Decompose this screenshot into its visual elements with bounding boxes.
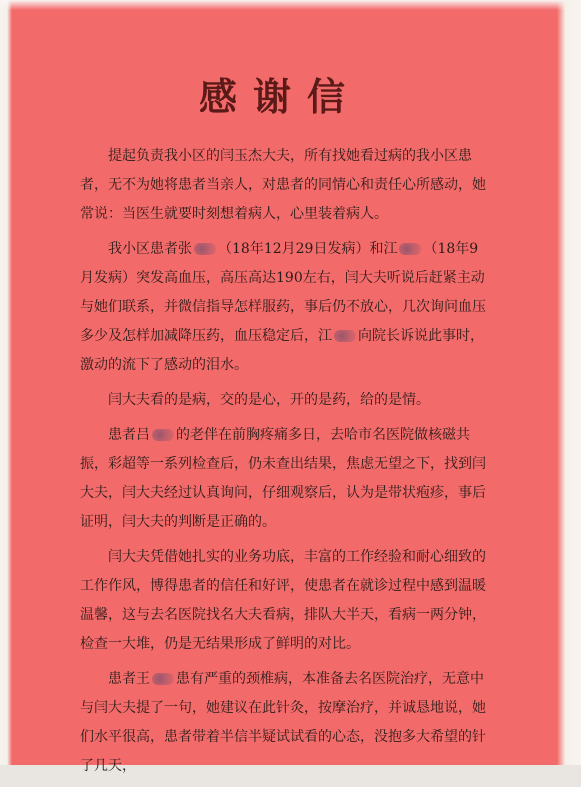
letter-paragraph-5: [80, 543, 490, 659]
letter-title: 感谢信: [198, 74, 361, 119]
letter-text: 患者吕: [108, 427, 150, 443]
letter-text: 我小区患者张: [108, 241, 192, 257]
letter-body: [80, 142, 490, 787]
paper-top-edge: [0, 0, 581, 10]
letter-text: 向院长诉说此事时，激动的流下了感动的泪水。: [80, 328, 484, 373]
redaction-mark: [334, 330, 356, 342]
letter-paragraph-6: [80, 665, 490, 781]
letter-text: 患有严重的颈椎病，本准备去名医院治疗，无意中与闫大夫提了一句，她建议在此针灸，按摩治疗，并诚恳地说，她们水平很高，患者带着半信半疑试试看的心态，没抱多大希望的针了几天，: [80, 671, 486, 774]
letter-text: 患者王: [108, 671, 150, 687]
redaction-mark: [152, 673, 174, 685]
letter-text: （18年12月29日发病）和江: [218, 241, 398, 257]
redaction-mark: [152, 429, 174, 441]
letter-text: 闫大夫看的是病，交的是心，开的是药，给的是情。: [108, 392, 430, 408]
letter-paragraph-1: [80, 142, 490, 229]
letter-text: 的老伴在前胸疼痛多日，去哈市名医院做核磁共振，彩超等一系列检查后，仍未查出结果，焦虑无望之下，找到闫大夫，闫大夫经过认真询问，仔细观察后，认为是带状疱疹，事后证明，闫大夫的判断是正确的。: [80, 427, 486, 530]
letter-paragraph-2: [80, 235, 490, 380]
letter-text: 闫大夫凭借她扎实的业务功底，丰富的工作经验和耐心细致的工作作风，博得患者的信任和好评，使患者在就诊过程中感到温暖温馨，这与去名医院找名大夫看病，排队大半天，看病一两分钟，检查一大堆，仍是无结果形成了鲜明的对比。: [80, 549, 486, 652]
paper-right-edge: [557, 0, 581, 765]
letter-paragraph-4: [80, 421, 490, 537]
redaction-mark: [194, 243, 216, 255]
letter-paragraph-3: [80, 386, 490, 415]
redaction-mark: [399, 243, 421, 255]
letter-text: 提起负责我小区的闫玉杰大夫，所有找她看过病的我小区患者，无不为她将患者当亲人，对患者的同情心和责任心所感动，她常说：当医生就要时刻想着病人，心里装着病人。: [80, 148, 486, 222]
letter-text: （18年9月发病）突发高血压，高压高达190左右，闫大夫听说后赶紧主动与她们联系，并微信指导怎样服药，事后仍不放心，几次询问血压多少及怎样加减降压药，血压稳定后，江: [80, 241, 486, 344]
